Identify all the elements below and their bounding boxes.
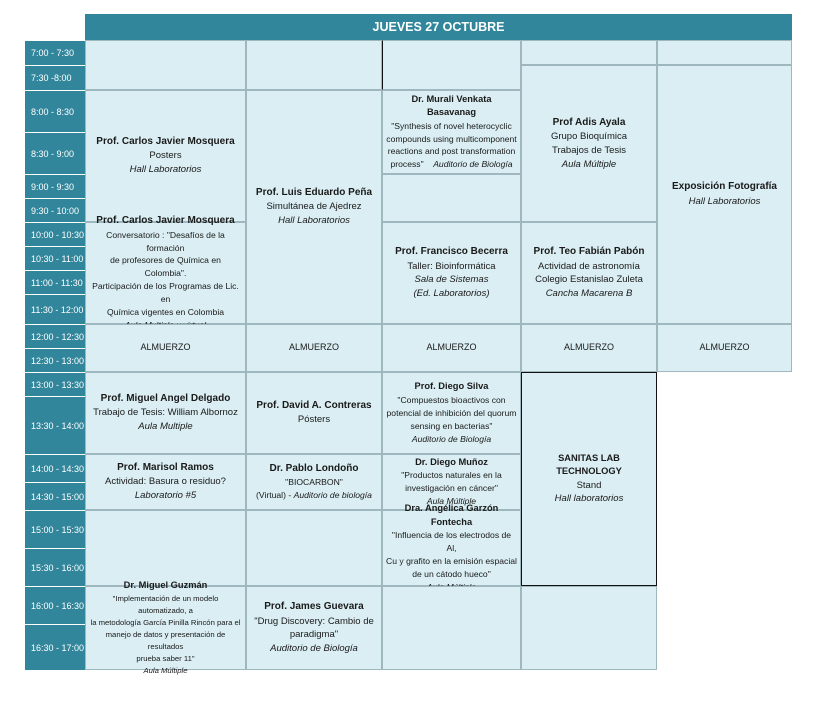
time-slot: 16:00 - 16:30 bbox=[25, 586, 85, 624]
event-speaker: Prof. Marisol Ramos bbox=[117, 461, 214, 473]
event-activity: Simultánea de Ajedrez bbox=[266, 201, 362, 213]
event-place: Hall Laboratorios bbox=[278, 215, 350, 227]
event-cell bbox=[246, 454, 382, 510]
event-speaker: Prof. James Guevara bbox=[264, 601, 364, 613]
event-cell bbox=[246, 586, 382, 670]
event-mode: (Virtual) - bbox=[256, 490, 294, 501]
empty-cell bbox=[382, 40, 521, 90]
empty-cell bbox=[85, 40, 246, 90]
time-slot: 11:00 - 11:30 bbox=[25, 270, 85, 294]
event-speaker: Exposición Fotografía bbox=[671, 181, 777, 193]
event-speaker: Dr. Diego Muñoz bbox=[415, 456, 488, 467]
event-description: Química vigentes en Colombia bbox=[106, 307, 225, 318]
time-slot: 13:30 - 14:00 bbox=[25, 396, 85, 454]
empty-cell bbox=[382, 174, 521, 222]
event-place: Aula Multiple bbox=[138, 421, 193, 433]
event-description: process" bbox=[390, 159, 424, 170]
event-speaker: Dra. Angélica Garzón Fontecha bbox=[404, 503, 499, 527]
event-cell bbox=[85, 580, 246, 675]
event-speaker: Prof. Diego Silva bbox=[414, 381, 489, 392]
time-slot: 16:30 - 17:00 bbox=[25, 624, 85, 670]
time-slot: 7:30 -8:00 bbox=[25, 65, 85, 90]
event-activity: Pósters bbox=[297, 414, 331, 426]
event-description: Participación de los Programas de Lic. en bbox=[92, 281, 239, 305]
time-slot: 10:30 - 11:00 bbox=[25, 246, 85, 270]
event-description: Cu y grafito en la emisión espacial bbox=[386, 556, 517, 567]
lunch-label: ALMUERZO bbox=[426, 342, 477, 353]
event-description: de un cátodo hueco" bbox=[412, 568, 491, 579]
event-cell bbox=[246, 372, 382, 454]
event-place-detail: (Ed. Laboratorios) bbox=[413, 288, 490, 300]
event-place: Aula Múltiple bbox=[426, 496, 477, 507]
event-description: prueba saber 11" bbox=[136, 653, 195, 663]
event-speaker: Dr. Pablo Londoño bbox=[269, 462, 359, 474]
day-header: JUEVES 27 OCTUBRE bbox=[85, 14, 792, 40]
time-slot: 10:00 - 10:30 bbox=[25, 222, 85, 246]
empty-cell bbox=[521, 586, 657, 670]
event-speaker: Prof. David A. Contreras bbox=[256, 399, 372, 411]
event-place: Sala de Sistemas bbox=[414, 274, 489, 286]
event-description: reactions and post transformation bbox=[387, 146, 516, 157]
event-description: investigación en cáncer" bbox=[405, 483, 498, 494]
event-activity: Stand bbox=[576, 479, 602, 491]
event-cell bbox=[382, 90, 521, 174]
lunch-label: ALMUERZO bbox=[563, 342, 614, 353]
event-activity: Posters bbox=[149, 150, 182, 162]
lunch-label: ALMUERZO bbox=[140, 342, 191, 353]
event-speaker: SANITAS LAB TECHNOLOGY bbox=[556, 452, 622, 477]
event-description: "Productos naturales en la bbox=[401, 470, 502, 481]
event-description: "Compuestos bioactivos con bbox=[397, 394, 506, 405]
event-description: Colegio Estanislao Zuleta bbox=[535, 274, 643, 286]
event-description: Grupo Bioquímica bbox=[550, 131, 628, 143]
lunch-cell bbox=[85, 324, 246, 372]
event-description: "Implementación de un modelo automatizado, a bbox=[112, 593, 219, 615]
time-slot: 14:00 - 14:30 bbox=[25, 454, 85, 482]
event-description: Actividad de astronomía bbox=[538, 260, 640, 272]
event-speaker: Prof. Francisco Becerra bbox=[395, 246, 508, 258]
event-description: Trabajos de Tesis bbox=[552, 144, 626, 156]
empty-cell bbox=[246, 510, 382, 586]
event-cell bbox=[382, 222, 521, 324]
event-speaker: Prof. Luis Eduardo Peña bbox=[255, 186, 373, 198]
event-cell bbox=[521, 372, 657, 586]
event-speaker: Prof. Carlos Javier Mosquera bbox=[96, 135, 235, 147]
event-cell bbox=[657, 65, 792, 324]
event-place: Auditorio de biología bbox=[293, 490, 372, 501]
time-slot: 9:00 - 9:30 bbox=[25, 174, 85, 198]
event-place: Auditorio de Biología bbox=[411, 433, 492, 444]
time-slot: 12:00 - 12:30 bbox=[25, 324, 85, 348]
event-cell bbox=[521, 222, 657, 324]
event-place: Laboratorio #5 bbox=[134, 490, 197, 502]
time-slot: 9:30 - 10:00 bbox=[25, 198, 85, 222]
empty-cell bbox=[85, 510, 246, 586]
empty-cell bbox=[246, 40, 382, 90]
event-activity: Trabajo de Tesis: William Albornoz bbox=[93, 407, 238, 419]
event-description: manejo de datos y presentación de resultados bbox=[105, 629, 226, 651]
event-description: "Drug Discovery: Cambio de bbox=[254, 615, 374, 627]
event-cell bbox=[85, 90, 246, 222]
time-slot: 12:30 - 13:00 bbox=[25, 348, 85, 372]
event-cell bbox=[85, 372, 246, 454]
event-speaker: Dr. Miguel Guzmán bbox=[123, 580, 208, 591]
event-cell bbox=[382, 372, 521, 454]
event-cell bbox=[85, 454, 246, 510]
event-description: paradigma" bbox=[289, 629, 339, 641]
time-slot: 7:00 - 7:30 bbox=[25, 40, 85, 65]
time-slot: 8:30 - 9:00 bbox=[25, 132, 85, 174]
empty-cell bbox=[657, 40, 792, 65]
time-slot: 13:00 - 13:30 bbox=[25, 372, 85, 396]
event-activity: Taller: Bioinformática bbox=[407, 260, 496, 272]
event-description: "Synthesis of novel heterocyclic bbox=[391, 120, 512, 131]
event-description: sensing en bacterias" bbox=[410, 420, 493, 431]
event-description: "Influencia de los electrodos de Al, bbox=[391, 530, 512, 554]
event-place: Hall Laboratorios bbox=[688, 195, 761, 207]
empty-cell bbox=[521, 40, 657, 65]
time-slot: 15:00 - 15:30 bbox=[25, 510, 85, 548]
time-slot: 15:30 - 16:00 bbox=[25, 548, 85, 586]
event-place: Aula Múltiple bbox=[561, 158, 617, 170]
event-speaker: Prof. Teo Fabián Pabón bbox=[533, 246, 645, 258]
event-description: potencial de inhibición del quorum bbox=[386, 407, 517, 418]
event-description: Conversatorio : "Desafíos de la formación bbox=[106, 229, 225, 253]
lunch-cell bbox=[657, 324, 792, 372]
event-speaker: Prof Adis Ayala bbox=[552, 116, 626, 128]
lunch-cell bbox=[521, 324, 657, 372]
event-activity: "BIOCARBON" bbox=[285, 477, 343, 488]
event-place: Auditorio de Biología bbox=[433, 159, 513, 170]
event-description: de profesores de Química en Colombia". bbox=[110, 255, 221, 279]
lunch-label: ALMUERZO bbox=[699, 342, 750, 353]
event-activity: Actividad: Basura o residuo? bbox=[105, 476, 226, 488]
event-description: la metodología García Pinilla Rincón para el bbox=[90, 617, 241, 627]
event-cell bbox=[521, 65, 657, 222]
event-place: Cancha Macarena B bbox=[545, 288, 633, 300]
event-cell bbox=[85, 215, 246, 324]
empty-cell bbox=[382, 586, 521, 670]
event-cell bbox=[246, 90, 382, 324]
event-place: Hall laboratorios bbox=[554, 493, 624, 505]
event-place: Auditorio de Biología bbox=[270, 643, 358, 655]
event-speaker: Prof. Carlos Javier Mosquera bbox=[96, 215, 235, 227]
event-description: compounds using multicomponent bbox=[386, 133, 517, 144]
event-speaker: Prof. Miguel Angel Delgado bbox=[100, 392, 231, 404]
event-speaker: Dr. Murali Venkata Basavanag bbox=[411, 93, 492, 118]
time-slot: 14:30 - 15:00 bbox=[25, 482, 85, 510]
event-place: Aula Múltiple bbox=[143, 665, 188, 675]
lunch-cell bbox=[246, 324, 382, 372]
event-cell bbox=[382, 503, 521, 586]
time-slot: 11:30 - 12:00 bbox=[25, 294, 85, 324]
time-slot: 8:00 - 8:30 bbox=[25, 90, 85, 132]
lunch-label: ALMUERZO bbox=[288, 342, 339, 353]
lunch-cell bbox=[382, 324, 521, 372]
event-place: Hall Laboratorios bbox=[129, 164, 202, 176]
